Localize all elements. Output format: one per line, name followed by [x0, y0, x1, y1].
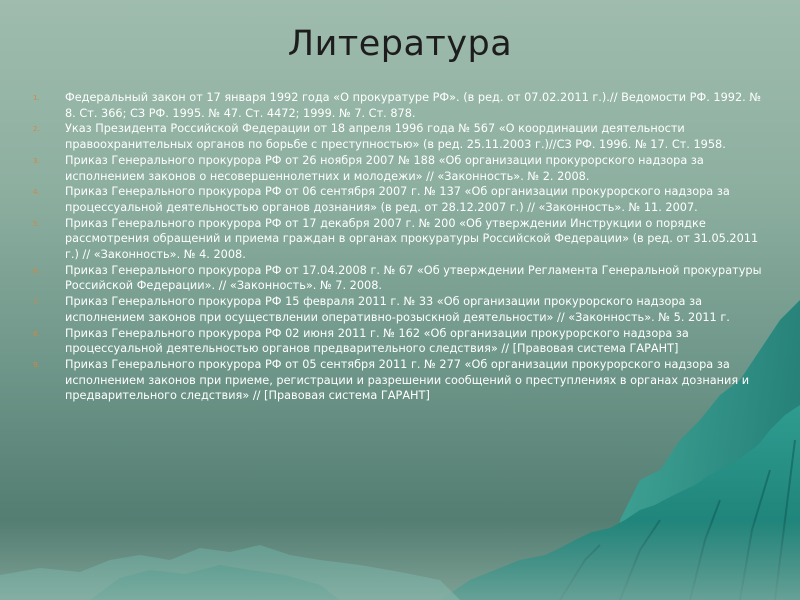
reference-text: Приказ Генерального прокурора РФ от 05 сентября 2011 г. № 277 «Об организации прокурорского надзора за исполнением законов при приеме, регистрации и разрешении сообщений о преступлениях в органах дознания и предварительного следствия» // [Правовая система ГАРАНТ] — [65, 357, 750, 403]
list-number: 6. — [33, 266, 40, 275]
list-item — [33, 216, 768, 263]
reference-text: Федеральный закон от 17 января 1992 года «О прокуратуре РФ». (в ред. от 07.02.2011 г.).// Ведомости РФ. 1992. № 8. Ст. 366; СЗ РФ. 1995. № 47. Ст. 4472; 1999. № 7. Ст. 878. — [65, 91, 762, 120]
reference-text: Приказ Генерального прокурора РФ 15 февраля 2011 г. № 33 «Об организации прокурорского надзора за исполнением законов при осуществлении оперативно-розыскной деятельности» // «Законность». № 5. 2011 г. — [65, 295, 730, 324]
list-item — [33, 184, 768, 215]
list-item — [33, 326, 768, 357]
list-number: 7. — [33, 298, 40, 307]
reference-text: Приказ Генерального прокурора РФ от 17 декабря 2007 г. № 200 «Об утверждении Инструкции о порядке рассмотрения обращений и приема граждан в органах прокуратуры Российской Федерации» (в ред. от 31.05.2011 г.) // «Законность». № 4. 2008. — [65, 216, 759, 262]
list-item — [33, 294, 768, 325]
reference-text: Приказ Генерального прокурора РФ 02 июня 2011 г. № 162 «Об организации прокурорского надзора за процессуальной деятельностью органов предварительного следствия» // [Правовая система ГАРАНТ] — [65, 326, 689, 356]
reference-list — [33, 90, 768, 404]
reference-text: Приказ Генерального прокурора РФ от 17.04.2008 г. № 67 «Об утверждении Регламента Генеральной прокуратуры Российской Федерации». // «Законность». № 7. 2008. — [65, 263, 762, 293]
list-item — [33, 153, 768, 184]
list-number: 2. — [33, 125, 40, 134]
list-item — [33, 121, 768, 152]
list-number: 8. — [33, 329, 40, 338]
list-number: 1. — [33, 94, 40, 102]
reference-text: Указ Президента Российской Федерации от 18 апреля 1996 года № 567 «О координации деятельности правоохранительных органов по борьбе с преступностью» (в ред. 25.11.2003 г.)//СЗ РФ. 1996. № 17. Ст. 1958. — [65, 122, 726, 152]
list-number: 9. — [33, 360, 40, 369]
list-number: 3. — [33, 156, 40, 165]
list-item — [33, 263, 768, 294]
reference-text: Приказ Генерального прокурора РФ от 26 ноября 2007 № 188 «Об организации прокурорского надзора за исполнением законов о несовершеннолетних и молодежи» // «Законность». № 2. 2008. — [65, 153, 704, 183]
list-number: 5. — [33, 219, 40, 228]
list-item — [33, 357, 768, 404]
list-number: 4. — [33, 188, 40, 197]
list-item — [33, 90, 768, 121]
reference-text: Приказ Генерального прокурора РФ от 06 сентября 2007 г. № 137 «Об организации прокурорского надзора за процессуальной деятельностью органов дознания» (в ред. от 28.12.2007 г.) // «Законность». № 11. 2007. — [65, 185, 730, 214]
slide-title: Литература — [287, 24, 513, 64]
